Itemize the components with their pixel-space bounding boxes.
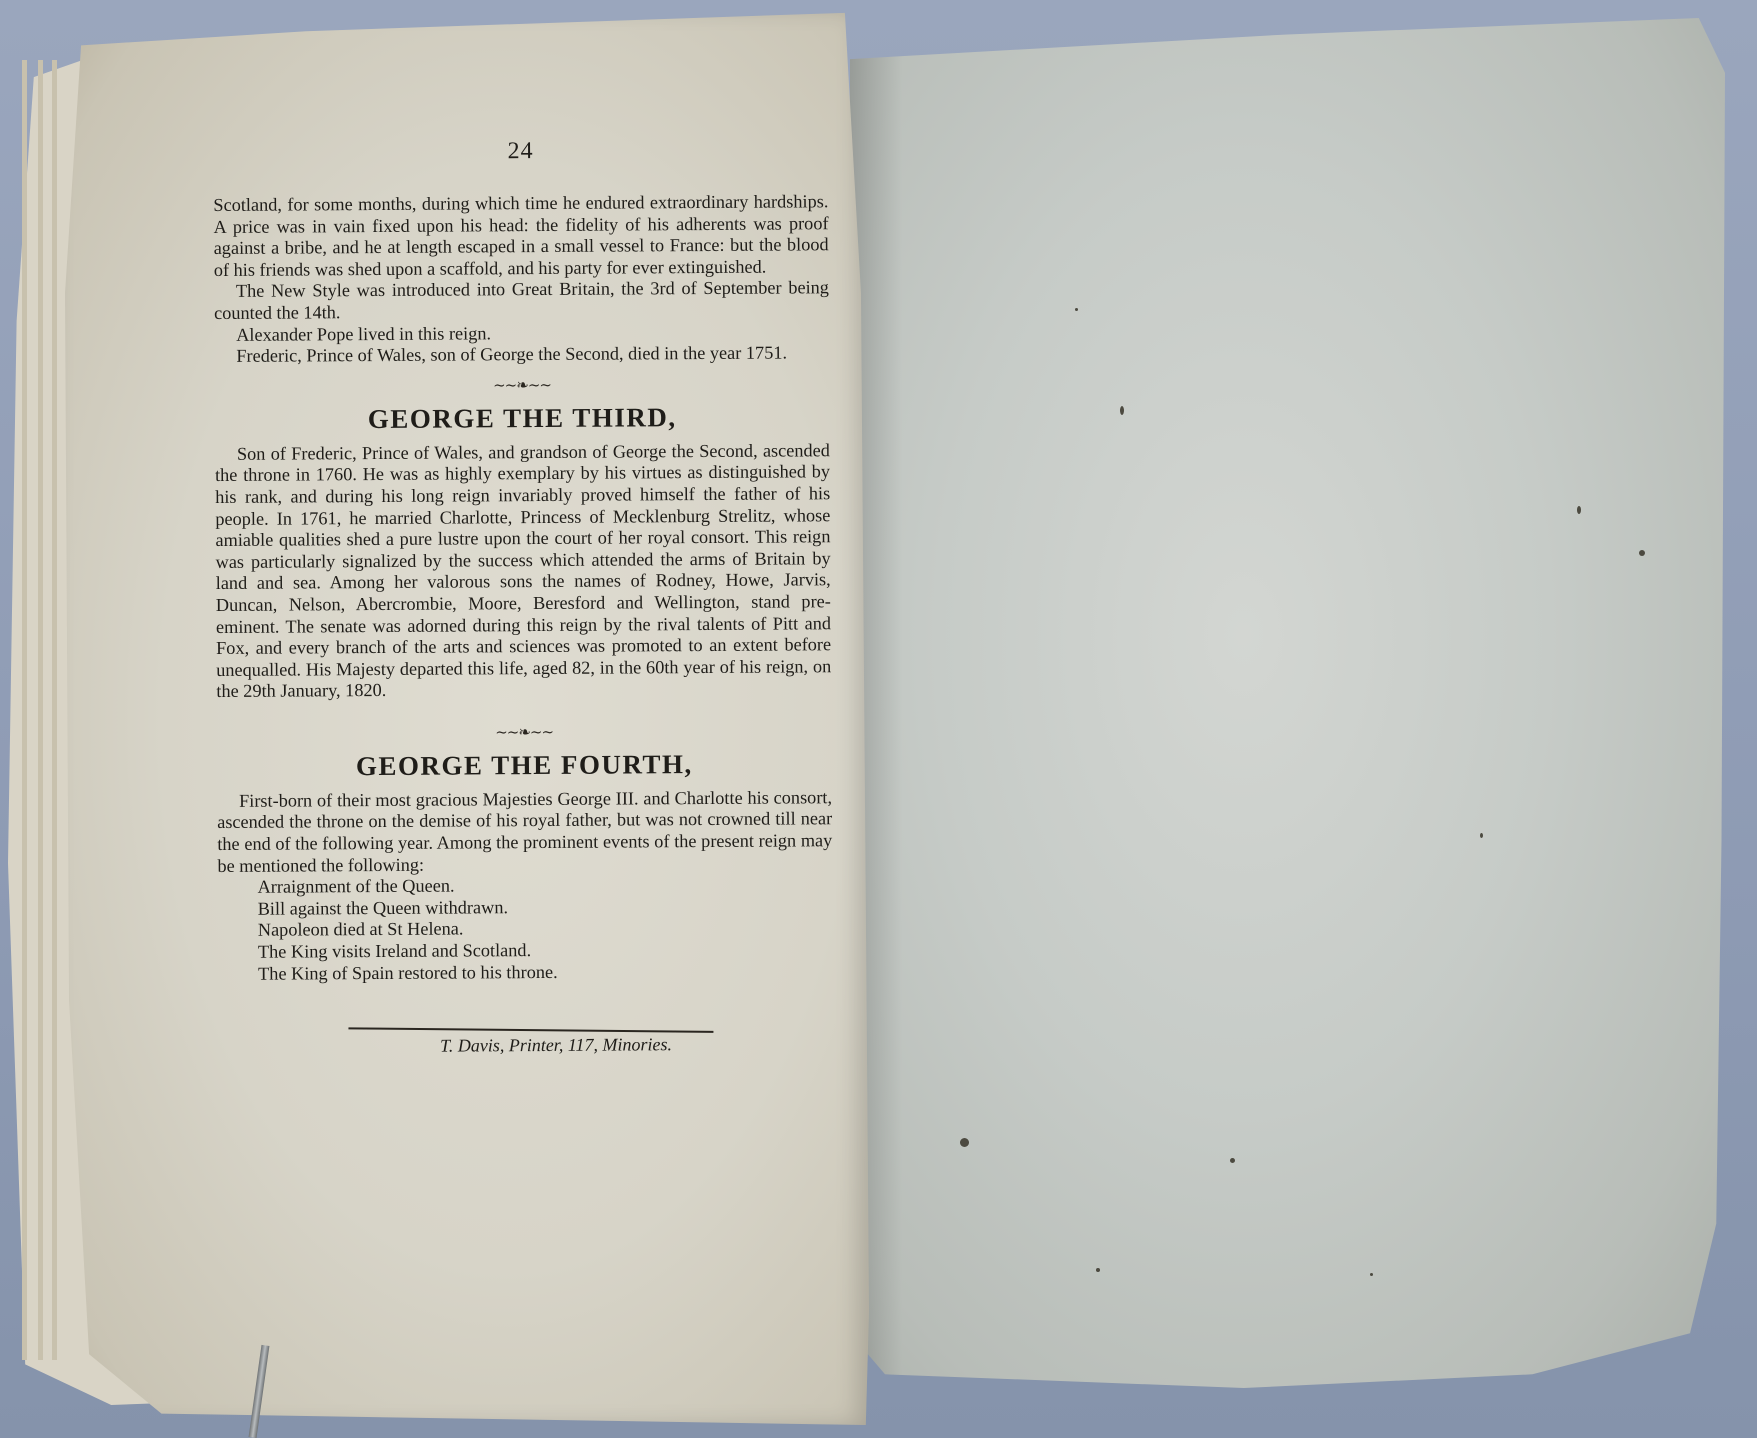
foxing-spot (1230, 1158, 1235, 1163)
intro-paragraph: Frederic, Prince of Wales, son of George the Second, died in the year 1751. (236, 342, 788, 367)
foxing-spot (1577, 506, 1581, 514)
foxing-spot (1370, 1273, 1373, 1276)
section-divider-ornament: ∼∼❧∼∼ (495, 724, 554, 742)
printer-imprint: T. Davis, Printer, 117, Minories. (440, 1034, 673, 1056)
event-item: Napoleon died at St Helena. (257, 918, 464, 941)
foxing-spot (1096, 1268, 1100, 1272)
intro-paragraph: Scotland, for some months, during which time he endured extraordinary hardships. A price was in vain fixed upon his head: the fidelity of his adherents was proof against a bribe, and he at length escaped in a small vessel to France: but the blood of his friends was shed upon a scaffold, and his party for ever extinguished. (213, 191, 829, 280)
page-number: 24 (507, 138, 534, 165)
page-stack-edge (52, 60, 57, 1360)
event-item: The King visits Ireland and Scotland. (257, 940, 532, 962)
foxing-spot (1120, 406, 1124, 415)
foxing-spot (960, 1138, 969, 1147)
event-item: Bill against the Queen withdrawn. (257, 897, 509, 919)
foxing-spot (1075, 308, 1078, 311)
imprint-rule (348, 1028, 713, 1034)
section-title-george-third: GEORGE THE THIRD, (367, 401, 677, 434)
page-stack-edge (38, 60, 43, 1360)
intro-paragraph: The New Style was introduced into Great Britain, the 3rd of September being counted the 14th. (213, 277, 829, 323)
intro-paragraph: Alexander Pope lived in this reign. (236, 322, 492, 345)
foxing-spot (1639, 550, 1645, 556)
page-text-block (213, 136, 834, 1058)
event-item: The King of Spain restored to his throne. (258, 961, 558, 984)
foxing-spot (1480, 833, 1483, 838)
section-body-george-fourth: First-born of their most gracious Majesties George III. and Charlotte his consort, ascended the throne on the demise of his royal father, but was not crowned till near the end of the following year. Among the prominent events of the present reign may be mentioned the following: (217, 787, 833, 876)
events-list (218, 873, 834, 985)
section-body-george-third: Son of Frederic, Prince of Wales, and grandson of George the Second, ascended the throne in 1760. He was as highly exemplary by his virtues as distinguished by his rank, and during his long reign invariably proved himself the father of his people. In 1761, he married Charlotte, Princess of Mecklenburg Strelitz, whose amiable qualities shed a pure lustre upon the court of her royal consort. This reign was particularly signalized by the success which attended the arms of Britain by land and sea. Among her valorous sons the names of Rodney, Howe, Jarvis, Duncan, Nelson, Abercrombie, Moore, Beresford and Wellington, stand pre-eminent. The senate was adorned during this reign by the rival talents of Pitt and Fox, and every branch of the arts and sciences was promoted to an extent before unequalled. His Majesty departed this life, aged 82, in the 60th year of his reign, on the 29th January, 1820. (214, 439, 832, 702)
event-item: Arraignment of the Queen. (257, 875, 455, 897)
page-stack-edge (22, 60, 27, 1360)
section-divider-ornament: ∼∼❧∼∼ (493, 377, 551, 395)
blank-right-page (850, 18, 1725, 1388)
section-title-george-fourth: GEORGE THE FOURTH, (355, 748, 693, 782)
